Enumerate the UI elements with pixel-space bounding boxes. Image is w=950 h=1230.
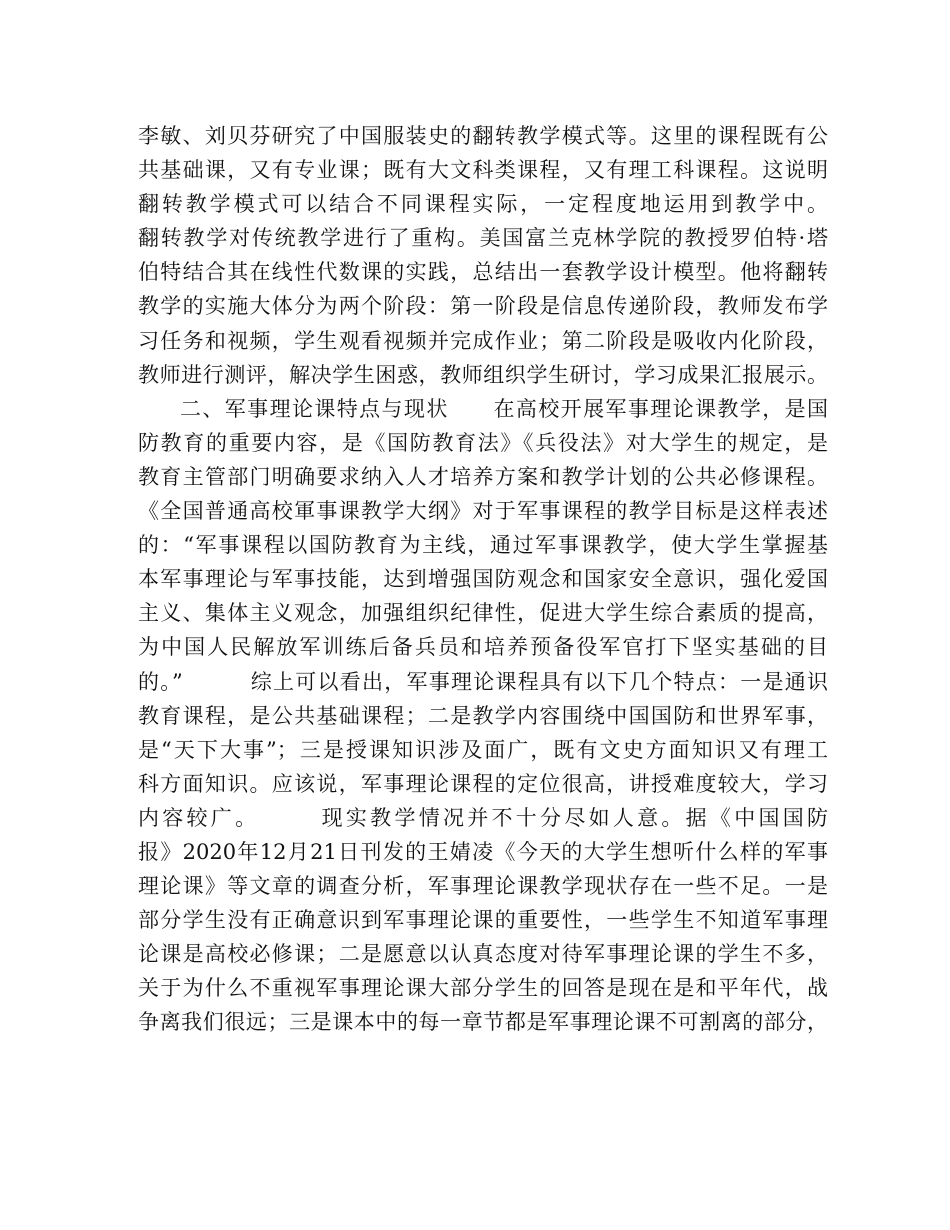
text-line: 共基础课，又有专业课；既有大文科类课程，又有理工科课程。这说明 [138, 158, 828, 183]
text-line: 争离我们很远；三是课本中的每一章节都是军事理论课不可割离的部分， [138, 1010, 828, 1035]
text-line: 内容较广。 现实教学情况并不十分尽如人意。据《中国国防 [138, 805, 828, 830]
text-line: 的。” 综上可以看出，军事理论课程具有以下几个特点：一是通识 [138, 669, 828, 694]
text-line: 教育主管部门明确要求纳入人才培养方案和教学计划的公共必修课程。 [138, 464, 828, 489]
body-text [138, 119, 828, 1040]
text-line: 教师进行测评，解决学生困惑，教师组织学生研讨，学习成果汇报展示。 [138, 362, 828, 387]
text-line: 是“天下大事”；三是授课知识涉及面广，既有文史方面知识又有理工 [138, 737, 828, 762]
text-line: 防教育的重要内容，是《国防教育法》《兵役法》对大学生的规定，是 [138, 430, 828, 455]
text-line: 主义、集体主义观念，加强组织纪律性，促进大学生综合素质的提高， [138, 601, 828, 626]
text-line: 教学的实施大体分为两个阶段：第一阶段是信息传递阶段，教师发布学 [138, 294, 828, 319]
text-line: 教育课程，是公共基础课程；二是教学内容围绕中国国防和世界军事， [138, 703, 828, 728]
text-line: 报》2020年12月21日刊发的王婧凌《今天的大学生想听什么样的军事 [138, 839, 828, 864]
text-line: 理论课》等文章的调查分析，军事理论课教学现状存在一些不足。一是 [138, 874, 828, 899]
section-heading-line: 二、军事理论课特点与现状 在高校开展军事理论课教学，是国 [180, 396, 828, 421]
text-line: 部分学生没有正确意识到军事理论课的重要性，一些学生不知道军事理 [138, 908, 828, 933]
text-line: 翻转教学对传统教学进行了重构。美国富兰克林学院的教授罗伯特·塔 [138, 226, 828, 251]
text-line: 为中国人民解放军训练后备兵员和培养预备役军官打下坚实基础的目 [138, 635, 828, 660]
text-line: 《全国普通高校軍事课教学大纲》对于军事课程的教学目标是这样表述 [138, 499, 828, 524]
text-line: 科方面知识。应该说，军事理论课程的定位很高，讲授难度较大，学习 [138, 771, 828, 796]
text-line: 翻转教学模式可以结合不同课程实际，一定程度地运用到教学中。 [138, 192, 828, 217]
text-line: 习任务和视频，学生观看视频并完成作业；第二阶段是吸收内化阶段， [138, 328, 828, 353]
text-line: 伯特结合其在线性代数课的实践，总结出一套教学设计模型。他将翻转 [138, 260, 828, 285]
text-line: 李敏、刘贝芬研究了中国服装史的翻转教学模式等。这里的课程既有公 [138, 124, 828, 148]
text-line: 关于为什么不重视军事理论课大部分学生的回答是现在是和平年代，战 [138, 976, 828, 1001]
text-line: 本军事理论与军事技能，达到增强国防观念和国家安全意识，强化爱国 [138, 567, 828, 592]
text-line: 的：“军事课程以国防教育为主线，通过军事课教学，使大学生掌握基 [138, 533, 828, 558]
text-line: 论课是高校必修课；二是愿意以认真态度对待军事理论课的学生不多， [138, 942, 828, 967]
